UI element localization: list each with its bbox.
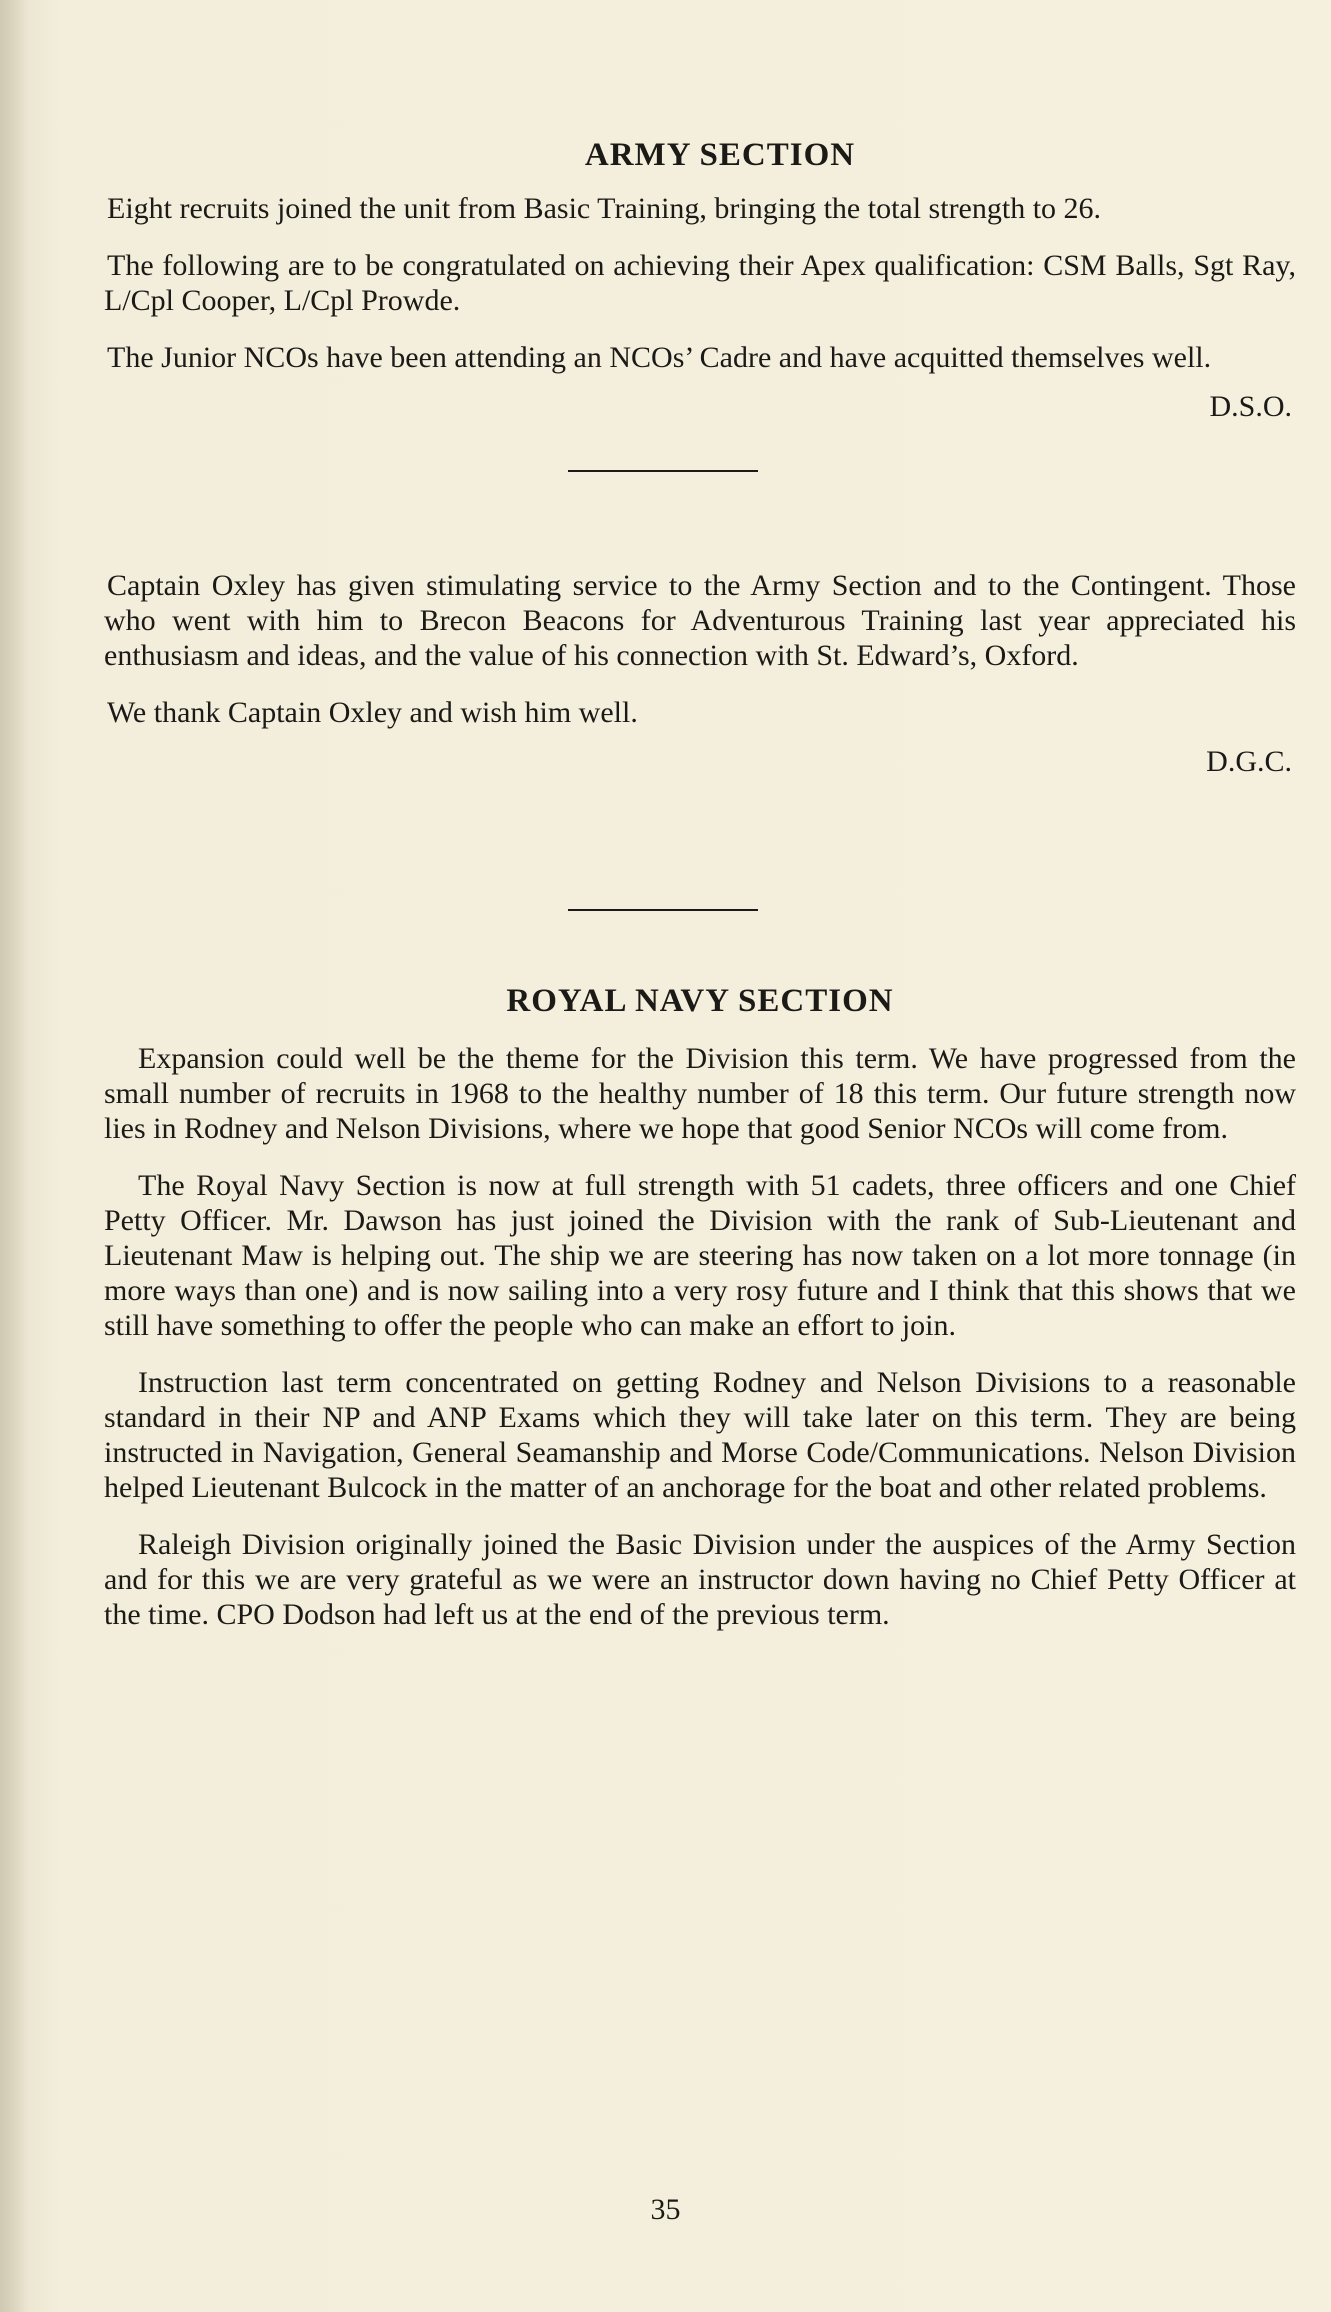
navy-paragraph-2: The Royal Navy Section is now at full strength with 51 cadets, three officers and one Chief Petty Officer. Mr. Dawson has just joined the Division with the rank of Sub-Lieutenant and Lieutenant Maw is helping out. The ship we are steering has now taken on a lot more tonnage (in more ways than one) and is now sailing into a very rosy future and I think that this shows that we still have something to offer the people who can make an effort to join. — [104, 1169, 1296, 1342]
navy-paragraph-3: Instruction last term concentrated on getting Rodney and Nelson Divisions to a reasonable standard in their NP and ANP Exams which they will take later on this term. They are being instructed in Navigation, General Seamanship and Morse Code/Communications. Nelson Division helped Lieutenant Bulcock in the matter of an anchorage for the boat and other related problems. — [104, 1366, 1296, 1504]
page-content — [104, 135, 1296, 1654]
army-paragraph-1: Eight recruits joined the unit from Basic Training, bringing the total strength to 26. — [107, 192, 1102, 225]
section-divider-2 — [568, 909, 758, 911]
navy-section-heading: ROYAL NAVY SECTION — [506, 983, 894, 1019]
navy-paragraph-1: Expansion could well be the theme for the Division this term. We have progressed from the small number of recruits in 1968 to the healthy number of 18 this term. Our future strength now lies in Rodney and Nelson Divisions, where we hope that good Senior NCOs will come from. — [104, 1042, 1296, 1145]
oxley-signature: D.G.C. — [1206, 745, 1292, 778]
army-signature: D.S.O. — [1209, 390, 1292, 423]
page-number: 35 — [650, 2193, 681, 2226]
oxley-paragraph-1: Captain Oxley has given stimulating service to the Army Section and to the Contingent. Those who went with him to Brecon Beacons for Adventurous Training last year appreciated his enthusiasm and ideas, and the value of his connection with St. Edward’s, Oxford. — [104, 569, 1296, 672]
army-paragraph-2: The following are to be congratulated on achieving their Apex qualification: CSM Balls, Sgt Ray, L/Cpl Cooper, L/Cpl Prowde. — [104, 249, 1296, 317]
navy-paragraph-4: Raleigh Division originally joined the Basic Division under the auspices of the Army Section and for this we are very grateful as we were an instructor down having no Chief Petty Officer at the time. CPO Dodson had left us at the end of the previous term. — [104, 1528, 1296, 1631]
binding-shadow — [0, 0, 28, 2312]
army-paragraph-3: The Junior NCOs have been attending an NCOs’ Cadre and have acquitted themselves well. — [107, 341, 1212, 374]
oxley-paragraph-2: We thank Captain Oxley and wish him well. — [107, 696, 638, 729]
section-divider-1 — [568, 470, 758, 472]
army-section-heading: ARMY SECTION — [584, 137, 856, 173]
